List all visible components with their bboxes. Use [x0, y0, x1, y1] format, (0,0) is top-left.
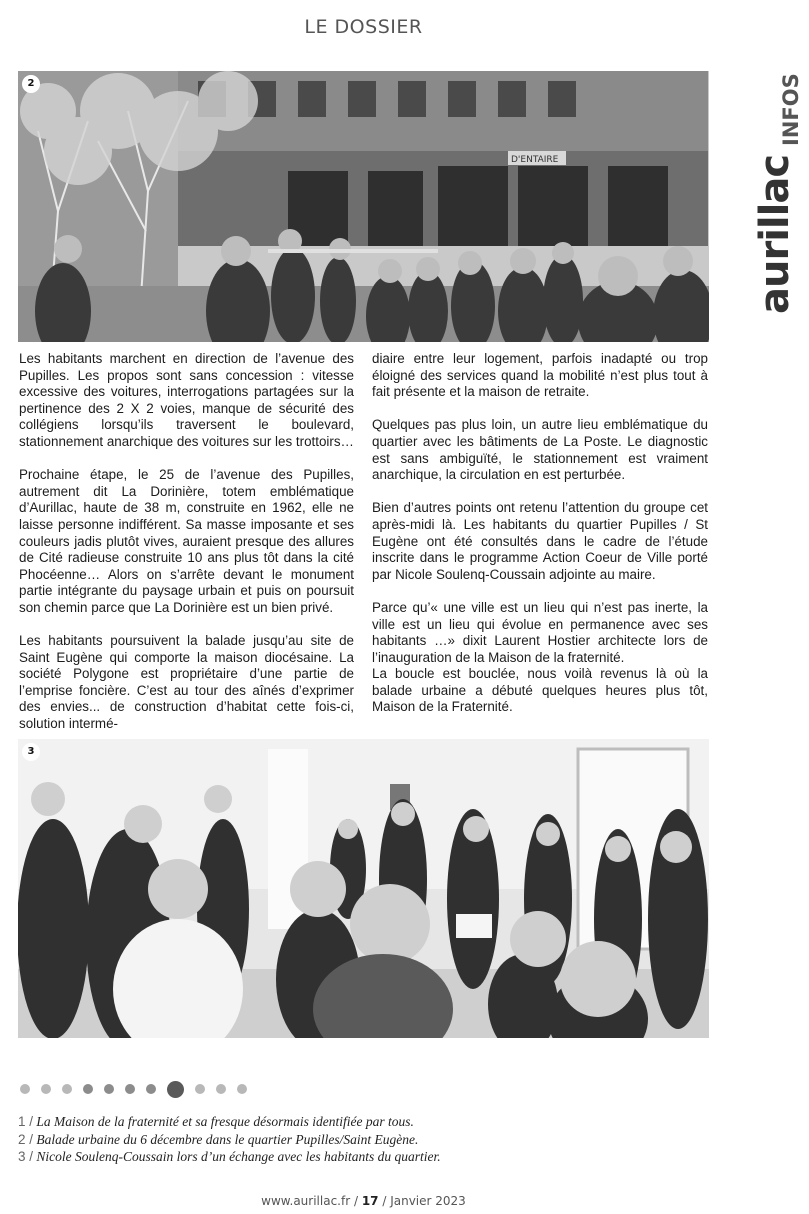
photo-meeting-room-image: [18, 739, 709, 1038]
footer-site-link[interactable]: www.aurillac.fr: [261, 1194, 351, 1208]
article-paragraph: diaire entre leur logement, parfois inadapté ou trop éloigné des services quand la mobilité n’est plus tout à fait présente et la maison de retraite.: [372, 351, 708, 400]
brand-logo-suffix: INFOS: [779, 73, 802, 146]
photo-number-badge: 3: [22, 743, 40, 761]
brand-logo: [742, 68, 802, 318]
gallery-dot[interactable]: [146, 1084, 156, 1094]
footer-separator: /: [350, 1194, 362, 1208]
gallery-dot[interactable]: [216, 1084, 226, 1094]
section-title: LE DOSSIER: [304, 16, 423, 38]
article-paragraph: Quelques pas plus loin, un autre lieu emblématique du quartier avec les bâtiments de La Poste. Le diagnostic est sans ambiguïté, le stationnement est vraiment anarchique, la circulation en est perturbée.: [372, 417, 708, 483]
photo-street-walk: [18, 71, 709, 342]
caption-text: Nicole Soulenq-Coussain lors d’un échange avec les habitants du quartier.: [36, 1149, 441, 1164]
gallery-dot[interactable]: [237, 1084, 247, 1094]
caption-line: [18, 1148, 718, 1166]
photo-number-badge: 2: [22, 75, 40, 93]
caption-line: [18, 1131, 718, 1149]
caption-text: Balade urbaine du 6 décembre dans le quartier Pupilles/Saint Eugène.: [36, 1131, 419, 1147]
gallery-dot[interactable]: [20, 1084, 30, 1094]
gallery-dot-active[interactable]: [167, 1081, 184, 1098]
brand-logo-name: aurillac: [752, 154, 798, 314]
gallery-dot[interactable]: [83, 1084, 93, 1094]
article-paragraph: Les habitants marchent en direction de l’avenue des Pupilles. Les propos sont sans concession : vitesse excessive des voitures, interrogations partagées sur la pertinence des 2 X 2 voies, manque de sécurité des collégiens lorsqu’ils traversent le boulevard, stationnement anarchique des voitures sur les trottoirs…: [19, 351, 354, 449]
photo-street-walk-image: [18, 71, 709, 342]
caption-number: 1 /: [18, 1114, 34, 1129]
footer-date: Janvier 2023: [390, 1194, 466, 1208]
photo-meeting-room: [18, 739, 709, 1038]
caption-number: 2 /: [18, 1131, 34, 1147]
gallery-dot[interactable]: [195, 1084, 205, 1094]
gallery-dots: [20, 1080, 247, 1098]
gallery-dot[interactable]: [62, 1084, 72, 1094]
gallery-dot[interactable]: [125, 1084, 135, 1094]
article-paragraph: La boucle est bouclée, nous voilà revenus là où la balade urbaine a débuté quelques heures plus tôt, Maison de la Fraternité.: [372, 666, 708, 715]
article-left-column: [19, 351, 354, 733]
article-paragraph: Prochaine étape, le 25 de l’avenue des Pupilles, autrement dit La Dorinière, totem emblématique d’Aurillac, haute de 38 m, construite en 1962, elle ne laisse personne indifférent. Sa masse imposante et ses couleurs jadis plutôt vives, auraient presque des allures de Cité radieuse construite 10 ans plus tôt dans la cité Phocéenne… Alors on s’arrête devant le monument partie intégrante du paysage urbain et puis on poursuit son chemin parce que La Dorinière est un bien privé.: [19, 467, 354, 615]
page-footer: [0, 1194, 727, 1208]
gallery-dot[interactable]: [41, 1084, 51, 1094]
caption-line: [18, 1113, 718, 1131]
caption-text: La Maison de la fraternité et sa fresque désormais identifiée par tous.: [36, 1114, 414, 1129]
footer-separator: /: [378, 1194, 391, 1208]
photo-shop-sign: D'ENTAIRE: [511, 155, 559, 165]
article-paragraph: Les habitants poursuivent la balade jusqu’au site de Saint Eugène qui comporte la maison diocésaine. La société Polygone est propriétaire d’une partie de l’emprise foncière. C’est au tour des aînés d’exprimer des envies... de construction d’habitat cette fois-ci, solution intermé-: [19, 633, 354, 732]
gallery-dot[interactable]: [104, 1084, 114, 1094]
caption-number: 3 /: [18, 1149, 34, 1164]
article-paragraph: Parce qu’« une ville est un lieu qui n’est pas inerte, la ville est un lieu qui évolue en permanence avec ses habitants …» dixit Laurent Hostier architecte lors de l’inauguration de la Maison de la fraternité.: [372, 599, 708, 665]
footer-page-number: 17: [361, 1194, 379, 1208]
photo-captions: [18, 1113, 718, 1166]
article-paragraph: Bien d’autres points ont retenu l’attention du groupe cet après-midi là. Les habitants du quartier Pupilles / St Eugène ont été consultés dans le cadre de l’étude inscrite dans le programme Action Coeur de Ville porté par Nicole Soulenq-Coussain adjointe au maire.: [372, 500, 708, 582]
article-right-column: [372, 351, 708, 716]
